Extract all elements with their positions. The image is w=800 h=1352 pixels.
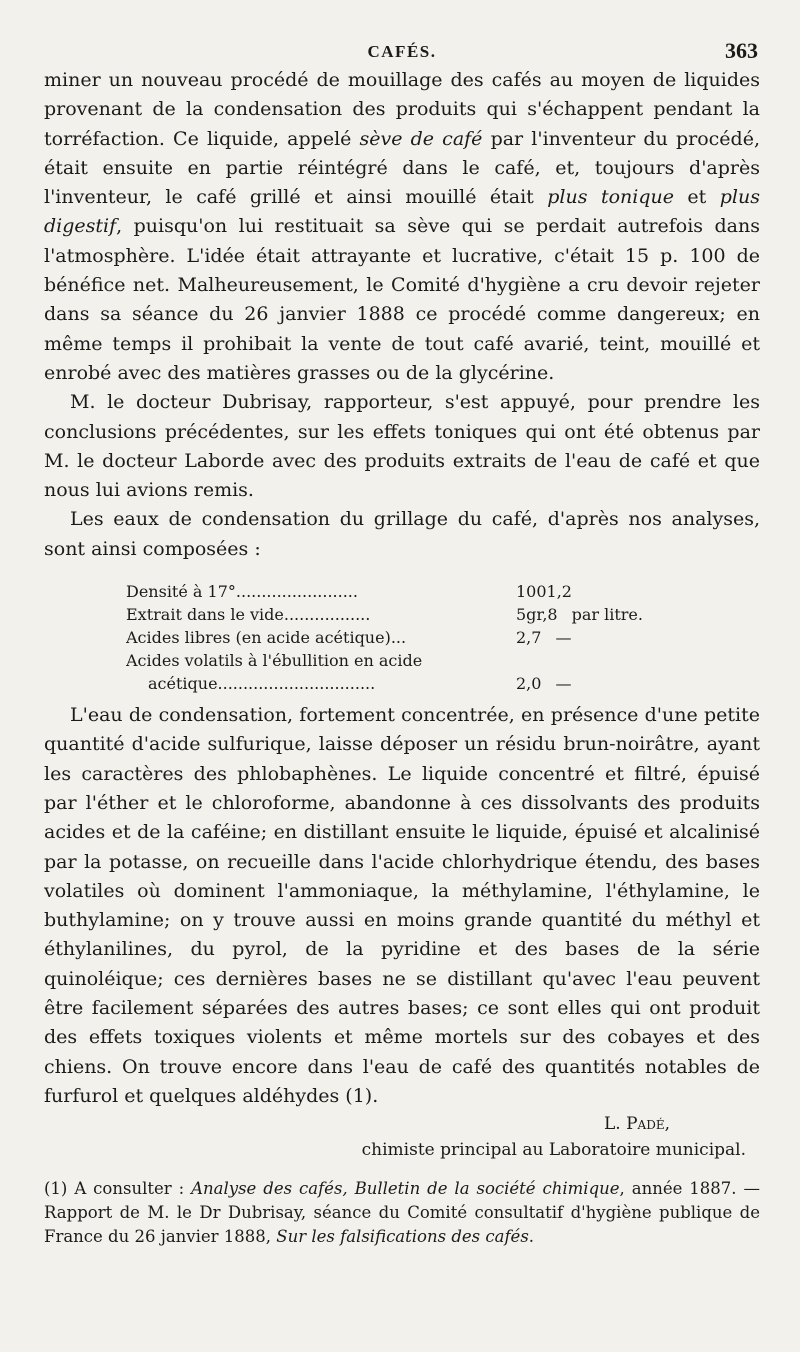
row-label: acétique...............................: [148, 674, 376, 694]
table-row: [126, 649, 726, 672]
footnote: [44, 1177, 760, 1249]
body-text: [44, 66, 760, 564]
row-label: Extrait dans le vide.................: [126, 605, 371, 625]
row-label: Acides volatils à l'ébullition en acide: [126, 651, 423, 671]
italic-term: sève de café: [359, 127, 483, 150]
table-row: [126, 672, 726, 695]
text-run: par l'inventeur du procédé, était ensuite en partie réintégré dans le café, et, toujours d'après l'inventeur, le café grillé et ainsi mouillé était: [44, 127, 760, 209]
page-number: 363: [725, 38, 758, 63]
signature: [44, 1111, 760, 1163]
table-row: [126, 603, 726, 626]
row-value: 5gr,8 par litre.: [516, 605, 643, 625]
text-run: miner un nouveau procédé de mouillage des cafés au moyen de liquides provenant de la condensation des produits qui s'échappent pendant la torréfaction. Ce liquide, appelé: [44, 69, 760, 150]
row-value: [516, 649, 726, 672]
author-name: L. Padé,: [604, 1114, 670, 1135]
body-text: [44, 701, 760, 1111]
table-row: [126, 626, 726, 649]
author-title: chimiste principal au Laboratoire municipal.: [361, 1140, 746, 1161]
italic-title: Sur les falsifications des cafés: [276, 1227, 529, 1247]
row-label: Acides libres (en acide acétique)...: [126, 628, 407, 648]
table-row: [126, 580, 726, 603]
running-title: CAFÉS.: [367, 42, 437, 61]
row-value: 1001,2: [516, 582, 572, 602]
italic-term: plus digestif: [44, 186, 760, 238]
row-value: 2,0 —: [516, 674, 572, 694]
paragraph-continued: [44, 66, 760, 388]
text-run: et: [673, 186, 720, 209]
paragraph-condensation: L'eau de condensation, fortement concentrée, en présence d'une petite quantité d'acide sulfurique, laisse déposer un résidu brun-noirâtre, ayant les caractères des phlobaphènes. Le liquide concentré et filtré, épuisé par l'éther et le chloroforme, abandonne à ces dissolvants des produits acides et de la caféine; en distillant ensuite le liquide, épuisé et alcalinisé par la potasse, on recueille dans l'acide chlorhydrique étendu, des bases volatiles où dominent l'ammoniaque, la méthylamine, l'éthylamine, le buthylamine; on y trouve aussi en moins grande quantité du méthyl et éthylanilines, du pyrol, de la pyridine et des bases de la série quinoléique; ces dernières bases ne se distillant qu'avec l'eau peuvent être facilement séparées des autres bases; ce sont elles qui ont produit des effets toxiques violents et même mortels sur des cobayes et des chiens. On trouve encore dans l'eau de café des quantités notables de furfurol et quelques aldéhydes (1).: [44, 704, 760, 1107]
text-run: .: [528, 1227, 535, 1247]
row-label: Densité à 17°........................: [126, 582, 358, 602]
italic-title: Analyse des cafés, Bulletin de la société chimique: [191, 1179, 620, 1199]
text-run: , année 1887. — Rapport de M. le Dr Dubrisay, séance du Comité consultatif d'hygiène publique de France du 26 janvier 1888,: [44, 1179, 760, 1247]
paragraph-analyses-intro: Les eaux de condensation du grillage du café, d'après nos analyses, sont ainsi composées :: [44, 508, 760, 560]
italic-term: plus tonique: [547, 186, 674, 209]
row-value: 2,7 —: [516, 628, 572, 648]
paragraph-rapporteur: M. le docteur Dubrisay, rapporteur, s'est appuyé, pour prendre les conclusions précédentes, sur les effets toniques qui ont été obtenus par M. le docteur Laborde avec des produits extraits de l'eau de café et que nous lui avions remis.: [44, 391, 760, 502]
page: [44, 38, 760, 1249]
text-run: (1) A consulter :: [44, 1179, 192, 1199]
text-run: , puisqu'on lui restituait sa sève qui se perdait autrefois dans l'atmosphère. L'idée était attrayante et lucrative, c'était 15 p. 100 de bénéfice net. Malheureusement, le Comité d'hygiène a cru devoir rejeter dans sa séance du 26 janvier 1888 ce procédé comme dangereux; en même temps il prohibait la vente de tout café avarié, teint, mouillé et enrobé avec des matières grasses ou de la glycérine.: [44, 215, 760, 384]
footnote-text: [44, 1177, 760, 1249]
composition-table: [126, 580, 726, 695]
page-header: [44, 38, 760, 66]
